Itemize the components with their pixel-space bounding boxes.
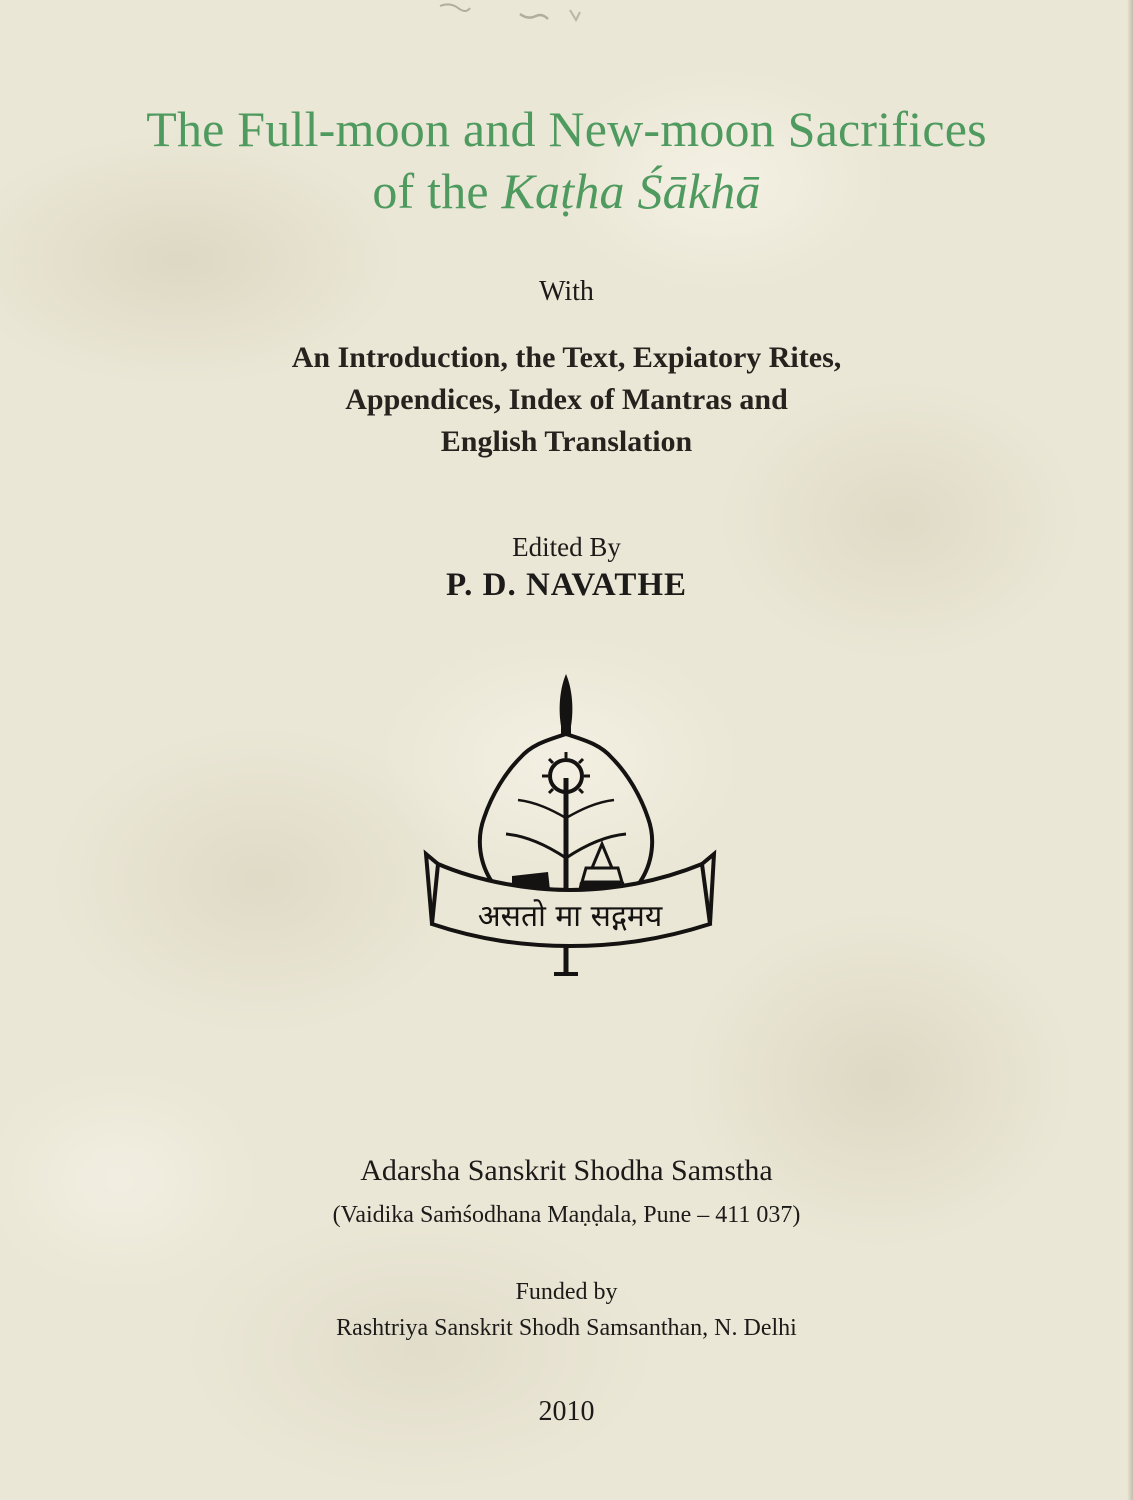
contents-line-1: An Introduction, the Text, Expiatory Rites, xyxy=(291,341,842,374)
cover-edge-shadow xyxy=(1127,0,1133,1500)
book-title-line-1: The Full-moon and New-moon Sacrifices xyxy=(146,101,987,157)
funded-by-label: Funded by xyxy=(515,1279,618,1305)
book-title xyxy=(0,98,1133,222)
book-title-sakha: Kaṭha Śākhā xyxy=(501,163,761,219)
with-label: With xyxy=(539,276,594,307)
funder-name: Rashtriya Sanskrit Shodh Samsanthan, N. Delhi xyxy=(336,1315,797,1341)
emblem-motto: असतो मा सद्गमय xyxy=(477,899,663,934)
editor-name: P. D. NAVATHE xyxy=(445,567,688,603)
book-title-line-2-prefix: of the xyxy=(372,163,502,219)
contents-description xyxy=(0,337,1133,463)
book-title-line-2 xyxy=(0,160,1133,222)
publisher-name: Adarsha Sanskrit Shodha Samstha xyxy=(360,1154,773,1187)
publication-year: 2010 xyxy=(538,1396,595,1427)
top-smudge-mark xyxy=(430,0,590,30)
edited-by-label: Edited By xyxy=(512,532,621,562)
leaf-sun-lamp-emblem-icon xyxy=(420,668,720,984)
contents-line-2: Appendices, Index of Mantras and xyxy=(345,383,788,416)
contents-line-3: English Translation xyxy=(440,425,693,458)
publisher-address: (Vaidika Saṁśodhana Maṇḍala, Pune – 411 037) xyxy=(332,1202,801,1228)
